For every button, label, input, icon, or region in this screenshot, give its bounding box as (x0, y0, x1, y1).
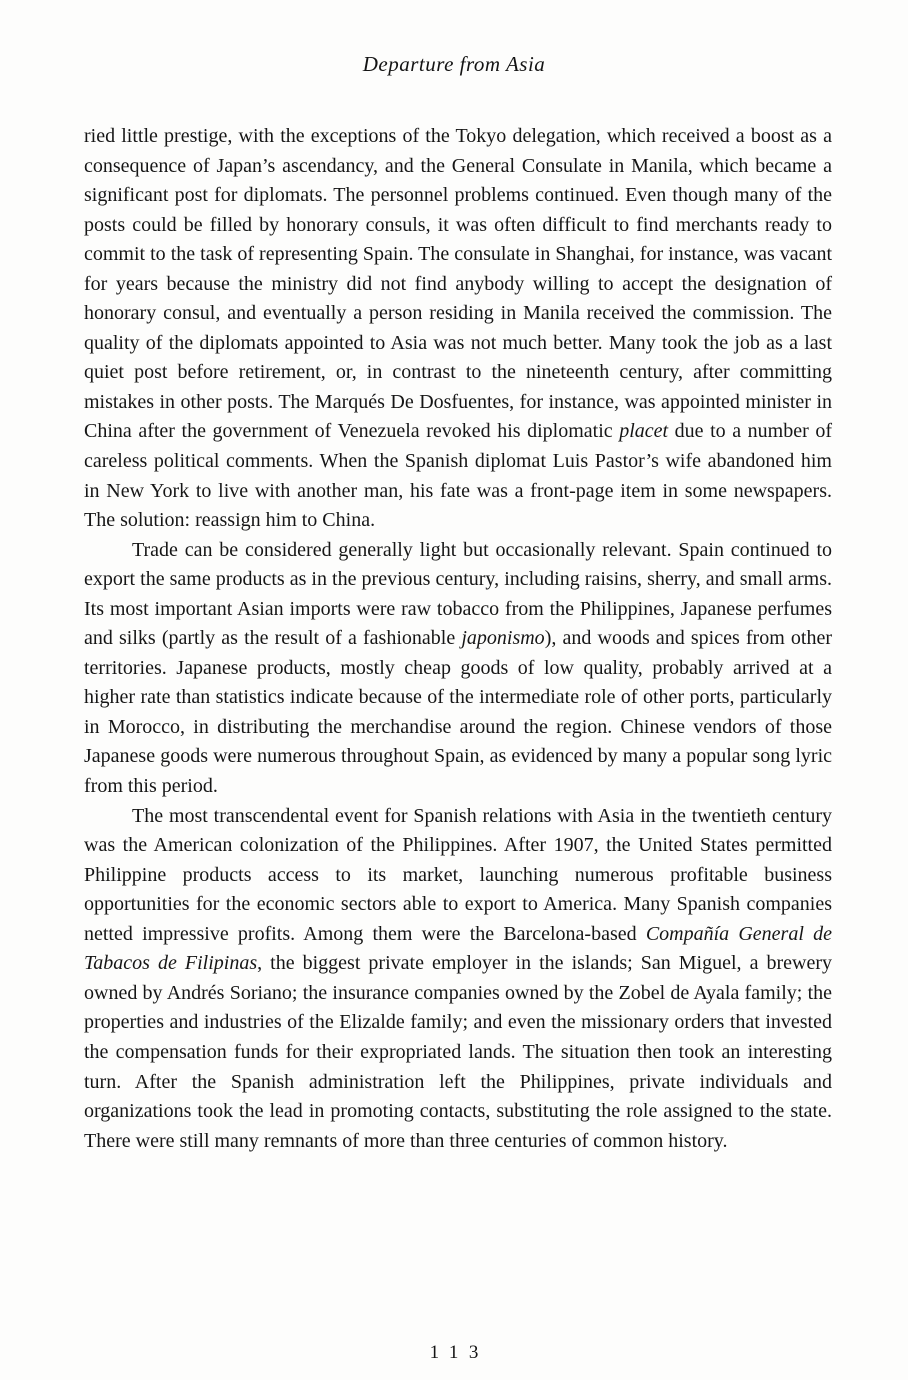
text-run: ), and woods and spices from other territories. Japanese products, mostly cheap goods of low quality, probably arrived at a higher rate than statistics indicate because of the intermediate role of other ports, particularly in Morocco, in distributing the merchandise around the region. Chinese vendors of those Japanese goods were numerous throughout Spain, as evidenced by many a popular song lyric from this period. (84, 627, 832, 798)
page-number: 113 (429, 1342, 489, 1363)
text-run: , the biggest private employer in the islands; San Miguel, a brewery owned by Andrés Soriano; the insurance companies owned by the Zobel de Ayala family; the properties and industries of the Elizalde family; and even the missionary orders that invested the compensation funds for their expropriated lands. The situation then took an interesting turn. After the Spanish administration left the Philippines, private individuals and organizations took the lead in promoting contacts, substituting the role assigned to the state. There were still many remnants of more than three centuries of common history. (84, 952, 832, 1152)
italic-text-run: japonismo (461, 627, 545, 650)
paragraph (84, 122, 832, 536)
text-run: The most transcendental event for Spanish relations with Asia in the twentieth century was the American colonization of the Philippines. After 1907, the United States permitted Philippine products access to its market, launching numerous profitable business opportunities for the economic sectors able to export to America. Many Spanish companies netted impressive profits. Among them were the Barcelona-based (84, 804, 832, 945)
italic-text-run: placet (619, 420, 669, 443)
text-run: Trade can be considered generally light but occasionally relevant. Spain continued to export the same products as in the previous century, including raisins, sherry, and small arms. Its most important Asian imports were raw tobacco from the Philippines, Japanese perfumes and silks (partly as the result of a fashionable (84, 538, 832, 650)
body-text (84, 122, 832, 1156)
paragraph (84, 536, 832, 802)
italic-text-run: Compañía General de Tabacos de Filipinas (84, 922, 832, 975)
running-head: Departure from Asia (362, 52, 546, 76)
paragraph (84, 802, 832, 1157)
text-run: due to a number of careless political comments. When the Spanish diplomat Luis Pastor’s wife abandoned him in New York to live with another man, his fate was a front-page item in some newspapers. The solution: reassign him to China. (84, 420, 832, 532)
text-run: ried little prestige, with the exceptions of the Tokyo delegation, which received a boost as a consequence of Japan’s ascendancy, and the General Consulate in Manila, which became a significant post for diplomats. The personnel problems continued. Even though many of the posts could be filled by honorary consuls, it was often difficult to find merchants ready to commit to the task of representing Spain. The consulate in Shanghai, for instance, was vacant for years because the ministry did not find anybody willing to accept the designation of honorary consul, and eventually a person residing in Manila received the commission. The quality of the diplomats appointed to Asia was not much better. Many took the job as a last quiet post before retirement, or, in contrast to the nineteenth century, after committing mistakes in other posts. The Marqués De Dosfuentes, for instance, was appointed minister in China after the government of Venezuela revoked his diplomatic (84, 125, 832, 443)
